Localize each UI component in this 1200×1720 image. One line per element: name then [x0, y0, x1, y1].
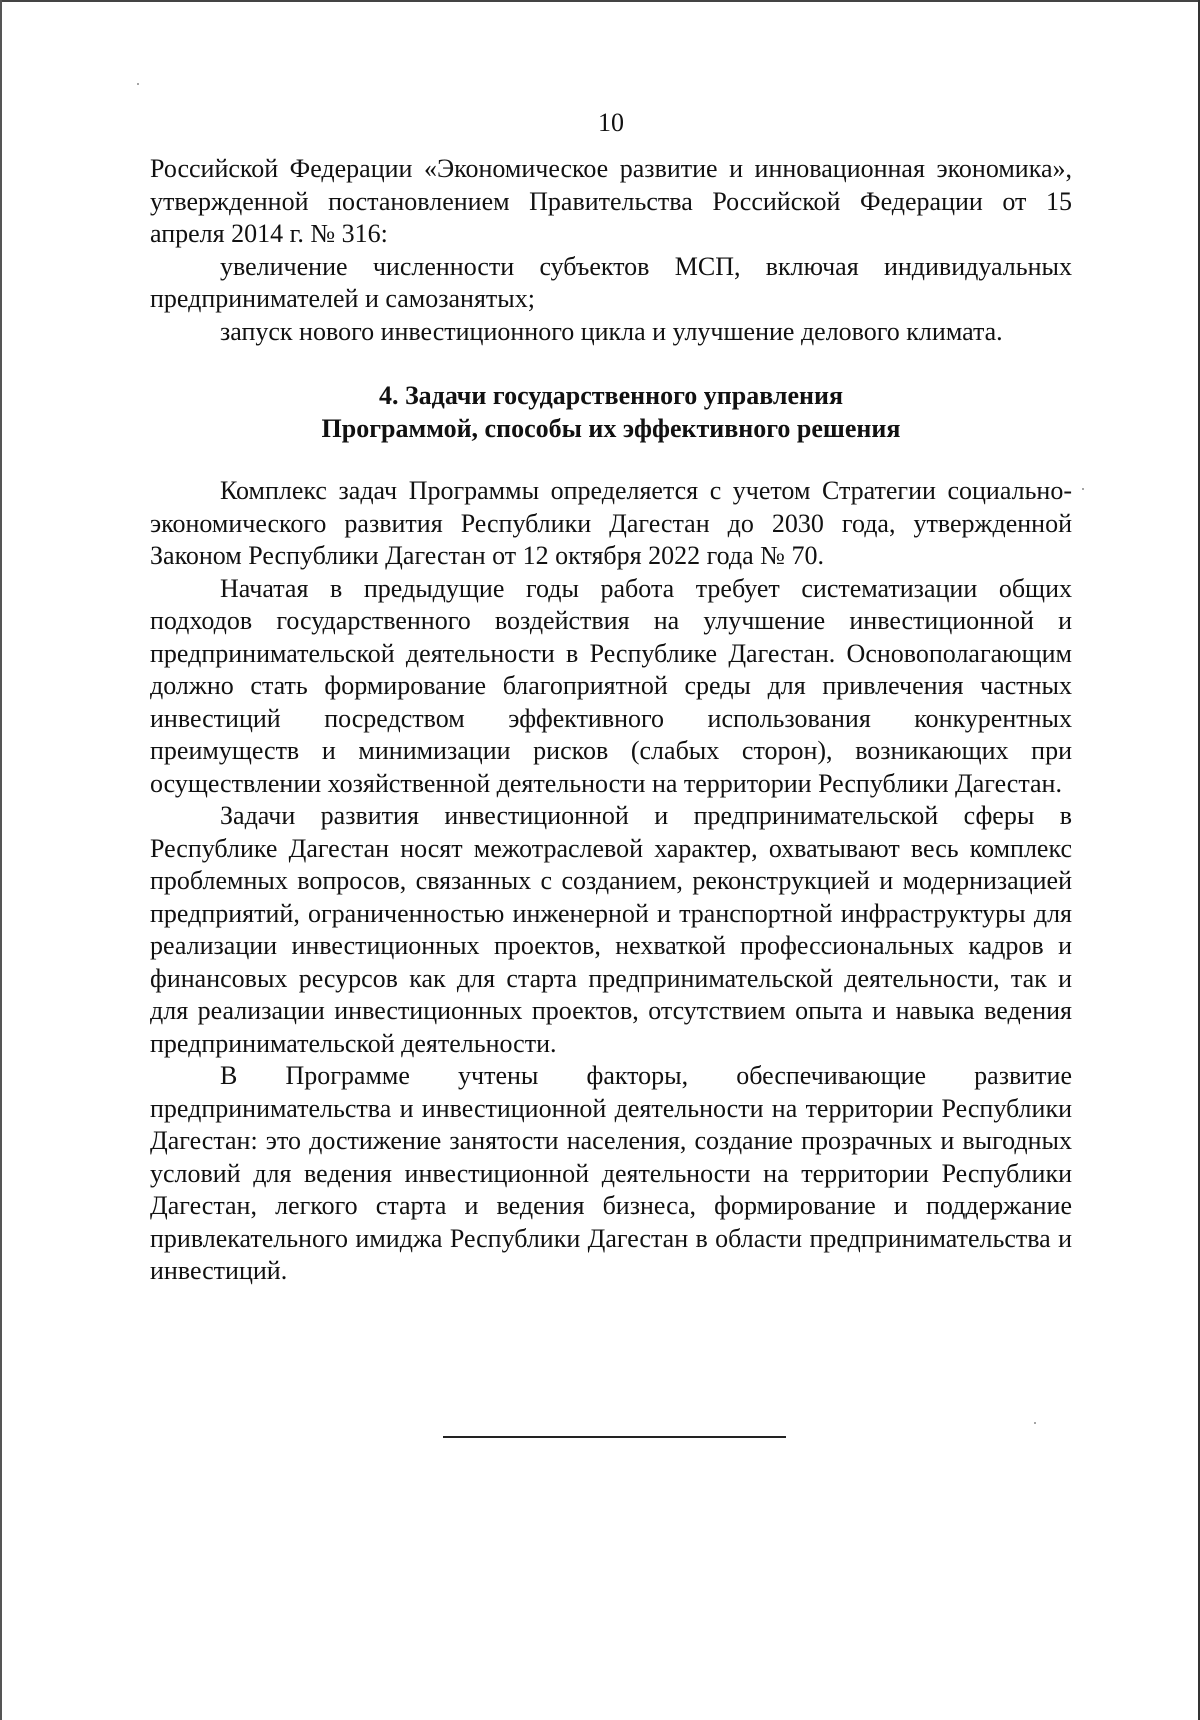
scan-edge-top	[0, 0, 1200, 2]
paragraph-body-1: Комплекс задач Программы определяется с учетом Стратегии социально-экономического развития Республики Дагестан до 2030 года, утвержденной Законом Республики Дагестан от 12 октября 2022 года № 70.	[150, 476, 1072, 570]
paragraph-body-2: Начатая в предыдущие годы работа требует систематизации общих подходов государственного воздействия на улучшение инвестиционной и предпринимательской деятельности в Республике Дагестан. Основополагающим должно стать формирование благоприятной среды для привлечения частных инвестиций посредством эффективного использования конкурентных преимуществ и минимизации рисков (слабых сторон), возникающих при осуществлении хозяйственной деятельности на территории Республики Дагестан.	[150, 573, 1072, 798]
scan-edge-left	[0, 0, 2, 1720]
page-number: 10	[598, 108, 624, 137]
section-heading	[150, 380, 1072, 445]
section-heading-line-2: Программой, способы их эффективного решения	[321, 413, 901, 443]
paragraph-intro-item-1: увеличение численности субъектов МСП, включая индивидуальных предпринимателей и самозанятых;	[150, 251, 1072, 313]
document-page	[150, 105, 1072, 1288]
paragraph-intro-continuation: Российской Федерации «Экономическое развитие и инновационная экономика», утвержденной постановлением Правительства Российской Федерации от 15 апреля 2014 г. № 316:	[150, 154, 1072, 248]
scan-speck	[137, 83, 139, 85]
paragraph-body-3: Задачи развития инвестиционной и предпринимательской сферы в Республике Дагестан носят межотраслевой характер, охватывают весь комплекс проблемных вопросов, связанных с созданием, реконструкцией и модернизацией предприятий, ограниченностью инженерной и транспортной инфраструктуры для реализации инвестиционных проектов, нехваткой профессиональных кадров и финансовых ресурсов как для старта предпринимательской деятельности, так и для реализации инвестиционных проектов, отсутствием опыта и навыка ведения предпринимательской деятельности.	[150, 801, 1072, 1058]
scan-speck	[1034, 1422, 1036, 1424]
paragraph-body-4: В Программе учтены факторы, обеспечивающие развитие предпринимательства и инвестиционной деятельности на территории Республики Дагестан: это достижение занятости населения, создание прозрачных и выгодных условий для ведения инвестиционной деятельности на территории Республики Дагестан, легкого старта и ведения бизнеса, формирование и поддержание привлекательного имиджа Республики Дагестан в области предпринимательства и инвестиций.	[150, 1061, 1072, 1285]
end-of-text-rule	[443, 1436, 786, 1438]
scan-speck	[1082, 488, 1084, 490]
section-heading-line-1: 4. Задачи государственного управления	[378, 381, 844, 410]
paragraph-intro-item-2: запуск нового инвестиционного цикла и улучшение делового климата.	[220, 316, 1003, 346]
